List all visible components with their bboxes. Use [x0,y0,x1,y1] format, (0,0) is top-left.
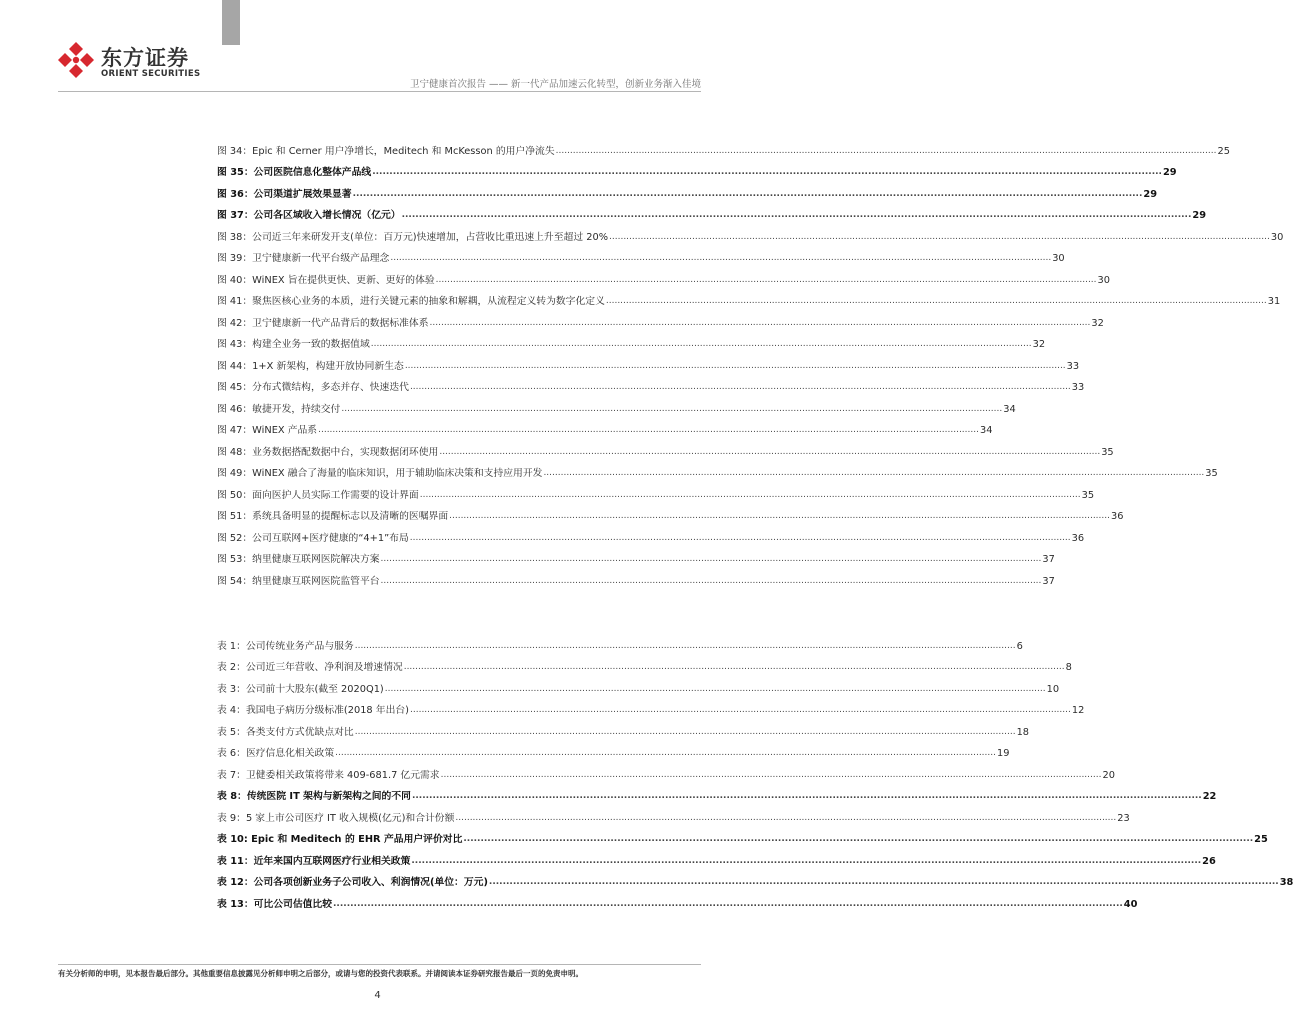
figure-entry[interactable] [217,415,993,437]
table-entry-label: 表 8：传统医院 IT 架构与新架构之间的不同 [217,791,411,802]
figure-entry-label: 图 45：分布式微结构，多态并存、快速迭代 [217,382,409,393]
figure-entry-label: 图 41：聚焦医核心业务的本质，进行关键元素的抽象和解耦，从流程定义转为数字化定义 [217,296,605,307]
header-accent-bar [222,0,240,45]
figure-entry[interactable] [217,178,1158,200]
page-number: 4 [374,990,381,1001]
figure-entry-page: 30 [1097,274,1110,286]
dot-leader [372,166,1162,178]
table-entry-label: 表 11：近年来国内互联网医疗行业相关政策 [217,855,411,867]
figure-entry-label: 图 34：Epic 和 Cerner 用户净增长，Meditech 和 McKesson 的用户净流失 [217,145,555,157]
table-entry[interactable] [217,802,1130,824]
dot-leader [430,317,1091,329]
table-entry[interactable] [217,824,1268,846]
figure-entry-page: 33 [1066,360,1080,372]
figure-entry-page: 34 [1003,403,1016,415]
figure-entry[interactable] [217,286,1281,308]
table-entry-label: 表 10: Epic 和 Meditech 的 EHR 产品用户评价对比 [217,834,463,845]
figure-entry[interactable] [217,565,1055,587]
dot-leader [436,274,1097,286]
figure-entry-page: 35 [1205,468,1218,479]
table-entry-page: 18 [1016,726,1030,738]
figure-entry-page: 37 [1042,554,1055,565]
dot-leader [441,769,1102,781]
dot-leader [556,145,1217,157]
figure-entry-label: 图 46：敏捷开发，持续交付 [217,403,341,415]
figure-entry[interactable] [217,329,1046,351]
table-entry-page: 19 [996,748,1010,759]
table-entry[interactable] [217,652,1072,674]
figure-entry-label: 图 40：WiNEX 旨在提供更快、更新、更好的体验 [217,274,435,286]
table-entry-label: 表 4：我国电子病历分级标准(2018 年出台) [217,705,409,716]
dot-leader [381,553,1042,565]
figure-entry[interactable] [217,458,1218,480]
table-entry-page: 10 [1046,683,1060,695]
figure-entry-label: 图 52：公司互联网+医疗健康的“4+1”布局 [217,532,409,544]
dot-leader [463,833,1253,845]
table-entry[interactable] [217,630,1023,652]
disclaimer-text: 有关分析师的申明，见本报告最后部分。其他重要信息披露见分析师申明之后部分，或请与您的投资代表联系。并请阅读本证券研究报告最后一页的免责申明。 [58,969,583,978]
table-entry-page: 20 [1102,769,1115,781]
table-entry-label: 表 6：医疗信息化相关政策 [217,748,335,759]
table-entry-label: 表 13：可比公司估值比较 [217,898,333,910]
figure-entry-label: 图 50：面向医护人员实际工作需要的设计界面 [217,489,419,501]
dot-leader [609,231,1270,243]
table-entry-page: 6 [1016,640,1023,652]
figure-entry[interactable] [217,522,1085,544]
orient-securities-logo-icon [56,40,96,80]
table-entry-label: 表 7：卫健委相关政策将带来 409-681.7 亿元需求 [217,769,440,781]
footer-divider [58,964,701,965]
figure-entry-page: 32 [1091,317,1104,329]
table-entry[interactable] [217,673,1060,695]
table-entry[interactable] [217,738,1010,760]
figure-entry-page: 33 [1071,382,1085,393]
table-entry[interactable] [217,759,1115,781]
dot-leader [420,489,1081,501]
figure-entry-label: 图 48：业务数据搭配数据中台，实现数据闭环使用 [217,446,439,458]
dot-leader [318,424,979,436]
dot-leader [355,726,1016,738]
table-entry-page: 40 [1123,898,1138,910]
figure-entry-label: 图 53：纳里健康互联网医院解决方案 [217,554,380,565]
dot-leader [412,790,1202,802]
report-title: 卫宁健康首次报告 —— 新一代产品加速云化转型，创新业务渐入佳境 [409,79,701,90]
figure-entry-page: 35 [1101,446,1114,458]
table-entry-label: 表 9：5 家上市公司医疗 IT 收入规模(亿元)和合计份额 [217,812,455,824]
figure-entry-label: 图 49：WiNEX 融合了海量的临床知识，用于辅助临床决策和支持应用开发 [217,468,543,479]
figure-entry[interactable] [217,307,1104,329]
table-entry-page: 26 [1202,855,1216,867]
dot-leader [333,898,1123,910]
figure-entry-page: 36 [1071,532,1085,544]
figure-entry[interactable] [217,544,1055,566]
figure-entry-label: 图 43：构建全业务一致的数据值域 [217,339,370,350]
company-logo [56,40,206,85]
dot-leader [335,747,996,759]
figure-entry-page: 30 [1052,253,1065,264]
figure-entry[interactable] [217,264,1110,286]
figure-entry-label: 图 42：卫宁健康新一代产品背后的数据标准体系 [217,317,429,329]
dot-leader [449,510,1110,522]
figure-entry-page: 25 [1217,145,1230,157]
figure-entry-page: 36 [1110,511,1124,522]
figure-index [217,135,1284,587]
logo-chinese-name: 东方证券 [101,46,189,70]
figure-entry-label: 图 44：1+X 新架构，构建开放协同新生态 [217,360,404,372]
dot-leader [381,575,1042,587]
table-entry-page: 8 [1065,662,1072,673]
figure-entry[interactable] [217,350,1080,372]
dot-leader [439,446,1100,458]
figure-entry-page: 35 [1081,489,1095,501]
figure-entry-label: 图 36：公司渠道扩展效果显著 [217,188,352,200]
figure-entry-page: 32 [1032,339,1046,350]
dot-leader [410,532,1071,544]
table-entry-label: 表 3：公司前十大股东(截至 2020Q1) [217,683,384,695]
table-entry-label: 表 5：各类支付方式优缺点对比 [217,726,354,738]
dot-leader [543,467,1204,479]
figure-entry-label: 图 35：公司医院信息化整体产品线 [217,167,372,178]
figure-entry[interactable] [217,436,1114,458]
dot-leader [410,381,1071,393]
figure-entry-label: 图 54：纳里健康互联网医院监管平台 [217,575,380,587]
figure-entry[interactable] [217,157,1177,179]
table-entry-label: 表 12：公司各项创新业务子公司收入、利润情况(单位：万元) [217,877,488,888]
table-entry-page: 38 [1279,877,1293,888]
figure-entry-page: 37 [1042,575,1055,587]
dot-leader [405,360,1066,372]
figure-entry-page: 29 [1162,167,1177,178]
table-entry[interactable] [217,888,1138,910]
table-entry-page: 22 [1202,791,1217,802]
figure-entry-page: 30 [1270,231,1284,243]
dot-leader [410,704,1071,716]
logo-english-name: ORIENT SECURITIES [101,69,201,79]
figure-entry-page: 29 [1192,210,1207,221]
figure-entry-page: 31 [1267,296,1281,307]
table-entry[interactable] [217,716,1030,738]
figure-entry-label: 图 51：系统具备明显的提醒标志以及清晰的医嘱界面 [217,511,449,522]
table-entry-label: 表 1：公司传统业务产品与服务 [217,640,354,652]
table-entry[interactable] [217,867,1293,889]
figure-entry[interactable] [217,135,1230,157]
dot-leader [455,812,1116,824]
dot-leader [371,338,1032,350]
dot-leader [404,661,1065,673]
figure-entry-label: 图 47：WiNEX 产品系 [217,425,318,436]
figure-entry[interactable] [217,200,1207,222]
dot-leader [606,295,1267,307]
table-entry-label: 表 2：公司近三年营收、净利润及增速情况 [217,662,403,673]
figure-entry-label: 图 39：卫宁健康新一代平台级产品理念 [217,253,390,264]
dot-leader [390,252,1051,264]
figure-entry[interactable] [217,243,1065,265]
table-entry-page: 25 [1254,834,1268,845]
dot-leader [489,876,1279,888]
dot-leader [402,209,1192,221]
figure-entry[interactable] [217,501,1124,523]
dot-leader [385,683,1046,695]
figure-entry-label: 图 37：公司各区域收入增长情况（亿元） [217,210,401,221]
figure-entry[interactable] [217,393,1016,415]
figure-entry[interactable] [217,221,1284,243]
dot-leader [353,188,1143,200]
dot-leader [355,640,1016,652]
figure-entry-page: 34 [979,425,993,436]
table-entry-page: 23 [1117,812,1130,824]
table-entry[interactable] [217,781,1217,803]
dot-leader [411,855,1201,867]
table-entry[interactable] [217,695,1085,717]
figure-entry-page: 29 [1143,188,1158,200]
table-index [217,630,1293,910]
figure-entry[interactable] [217,479,1095,501]
figure-entry-label: 图 38：公司近三年来研发开支(单位：百万元)快速增加，占营收比重迅速上升至超过 20% [217,231,609,243]
dot-leader [341,403,1002,415]
figure-entry[interactable] [217,372,1085,394]
table-entry-page: 12 [1071,705,1085,716]
header-divider [58,91,701,92]
table-entry[interactable] [217,845,1216,867]
